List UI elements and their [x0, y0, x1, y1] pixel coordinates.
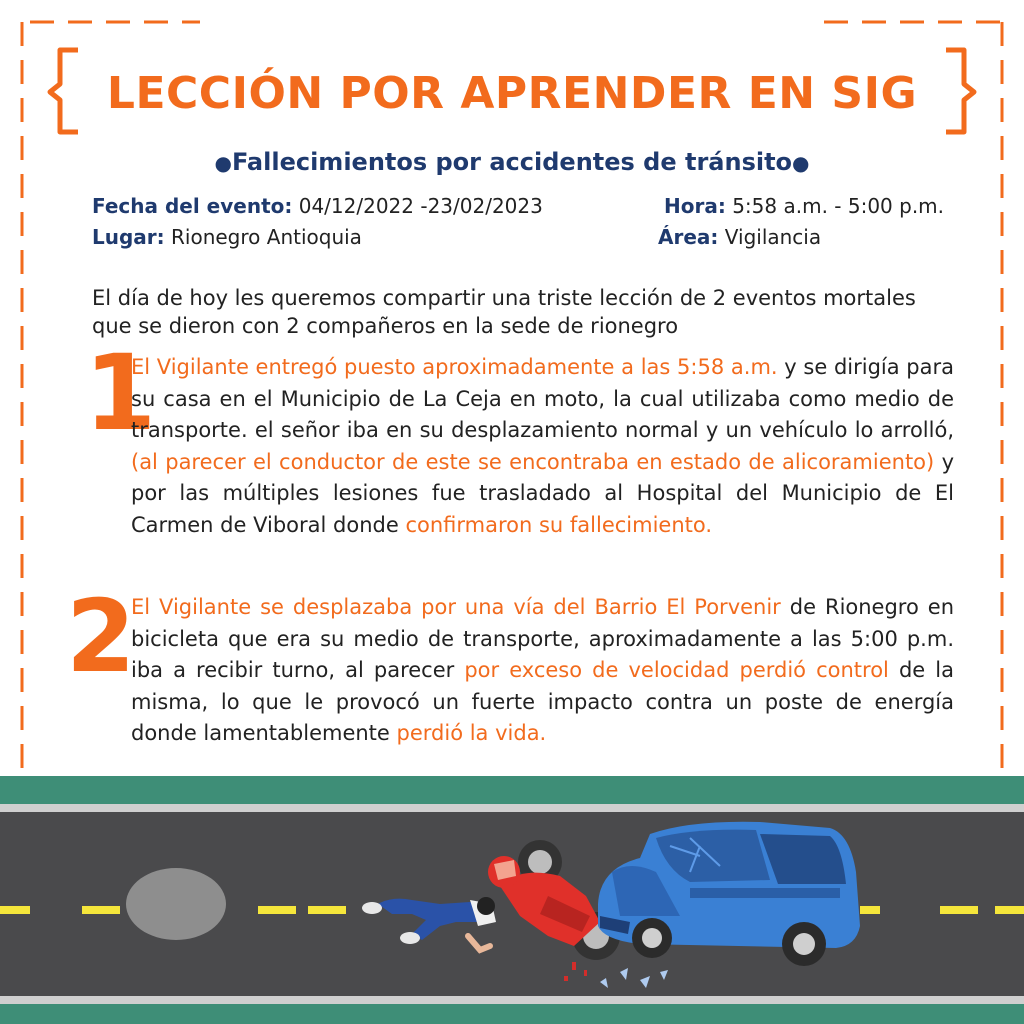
event-area-label: Área:: [658, 225, 719, 249]
lesson-2-body-1: de Rionegro en bicicleta que era su medio de transporte, aproximadamente a las 5:00 p.m. iba a recibir turno, al parecer: [131, 595, 955, 682]
intro-text: El día de hoy les queremos compartir una triste lección de 2 eventos mortales que se dieron con 2 compañeros en la sede de rionegro: [92, 286, 916, 338]
lesson-2-highlight-2: por exceso de velocidad perdió control: [464, 658, 889, 682]
lesson-1-body-1: y se dirigía para su casa en el Municipio de La Ceja en moto, la cual utilizaba como medio de transporte. el señor iba en su desplazamiento normal y un vehículo lo arrolló,: [131, 355, 955, 442]
event-time: [664, 194, 944, 218]
event-place-label: Lugar:: [92, 225, 165, 249]
event-place-value: Rionegro Antioquia: [171, 225, 362, 249]
page-title: LECCIÓN POR APRENDER EN SIG: [106, 67, 918, 119]
event-time-value: 5:58 a.m. - 5:00 p.m.: [732, 194, 945, 218]
pothole-icon: [126, 868, 226, 940]
lesson-2-number: 2: [66, 578, 136, 695]
subtitle: [0, 148, 1024, 176]
lesson-2-text: [131, 592, 954, 750]
event-place: [92, 225, 362, 249]
lesson-1-highlight-1: El Vigilante entregó puesto aproximadamente a las 5:58 a.m.: [131, 355, 778, 379]
bullet-right-icon: ●: [792, 151, 810, 175]
event-date: [92, 194, 543, 218]
lesson-1-highlight-2: (al parecer el conductor de este se encontraba en estado de alicoramiento): [131, 449, 935, 474]
lesson-1-text: [131, 352, 954, 541]
lesson-2-body-2: de la misma, lo que le provocó un fuerte impacto contra un poste de energía donde lamentablemente: [131, 658, 954, 745]
lesson-2-highlight-1: El Vigilante se desplazaba por una vía del Barrio El Porvenir: [131, 595, 781, 619]
page-title-box: [60, 50, 964, 136]
event-date-value: 04/12/2022 -23/02/2023: [298, 194, 543, 218]
lesson-2-highlight-3: perdió la vida.: [396, 721, 547, 745]
subtitle-text: Fallecimientos por accidentes de tránsito: [231, 148, 793, 176]
event-time-label: Hora:: [664, 194, 726, 218]
lesson-1-number: 1: [84, 332, 157, 454]
event-area-value: Vigilancia: [724, 225, 822, 249]
event-area: [658, 225, 821, 249]
lesson-1-highlight-3: confirmaron su fallecimiento.: [405, 512, 713, 537]
lesson-1-body-2: y por las múltiples lesiones fue trasladado al Hospital del Municipio de El Carmen de Viboral donde: [131, 449, 955, 537]
road-illustration: [0, 776, 1024, 1024]
bullet-left-icon: ●: [214, 151, 232, 175]
event-date-label: Fecha del evento:: [92, 194, 293, 218]
